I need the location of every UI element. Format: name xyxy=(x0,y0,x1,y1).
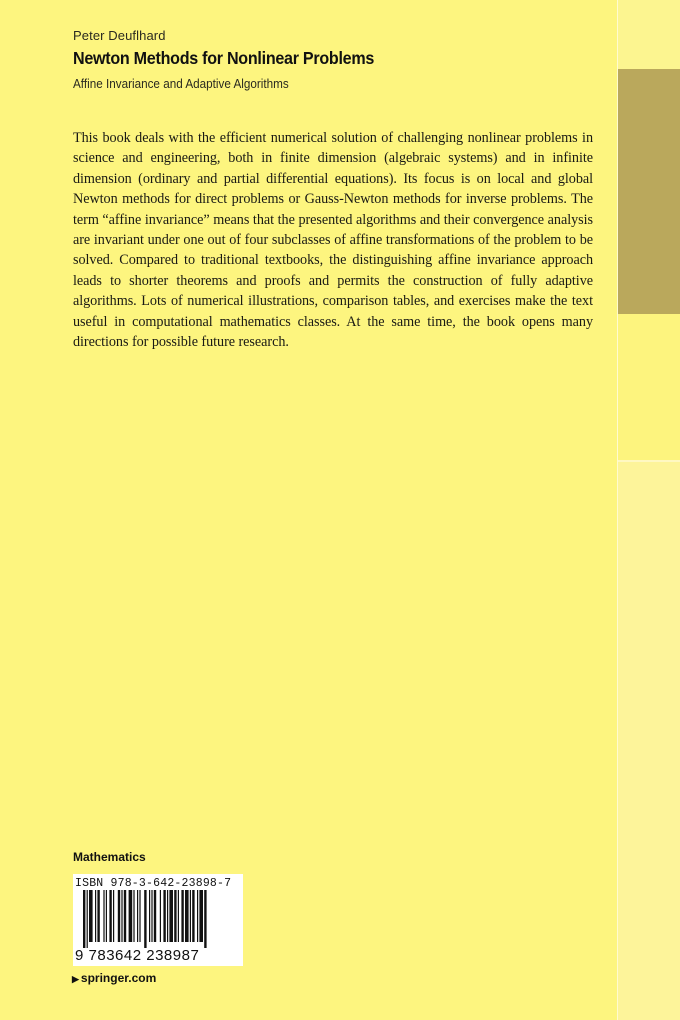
book-title: Newton Methods for Nonlinear Problems xyxy=(73,48,375,68)
strip-segment-middle xyxy=(618,314,680,460)
ean-digits: 9 783642 238987 xyxy=(75,947,200,964)
strip-segment-bottom xyxy=(618,462,680,1020)
barcode-bars xyxy=(73,890,243,948)
publisher-link[interactable] xyxy=(72,971,156,985)
publisher-label: springer.com xyxy=(80,971,157,985)
strip-segment-top xyxy=(618,0,680,69)
book-subtitle: Affine Invariance and Adaptive Algorithms xyxy=(73,76,289,91)
isbn-barcode xyxy=(73,874,243,966)
strip-edge-line xyxy=(617,0,618,1020)
author-name: Peter Deuflhard xyxy=(73,28,166,43)
arrow-icon: ▶ xyxy=(72,974,79,984)
isbn-label: ISBN 978-3-642-23898-7 xyxy=(75,877,232,890)
strip-segment-dark xyxy=(618,69,680,314)
book-description: This book deals with the efficient numerical solution of challenging nonlinear problems in science and engineering, both in finite dimension (algebraic systems) and in infinite dimension (ordinary and partial differential equations). Its focus is on local and global Newton methods for direct problems or Gauss-Newton methods for inverse problems. The term “affine invariance” means that the presented algorithms and their convergence analysis are invariant under one out of four subclasses of affine transformations of the problem to be solved. Compared to traditional textbooks, the distinguishing affine invariance approach leads to shorter theorems and proofs and permits the construction of fully adaptive algorithms. Lots of numerical illustrations, comparison tables, and exercises make the text useful in computational mathematics classes. At the same time, the book opens many directions for possible future research. xyxy=(73,130,593,351)
side-color-strip xyxy=(618,0,680,1020)
subject-category: Mathematics xyxy=(73,850,146,864)
